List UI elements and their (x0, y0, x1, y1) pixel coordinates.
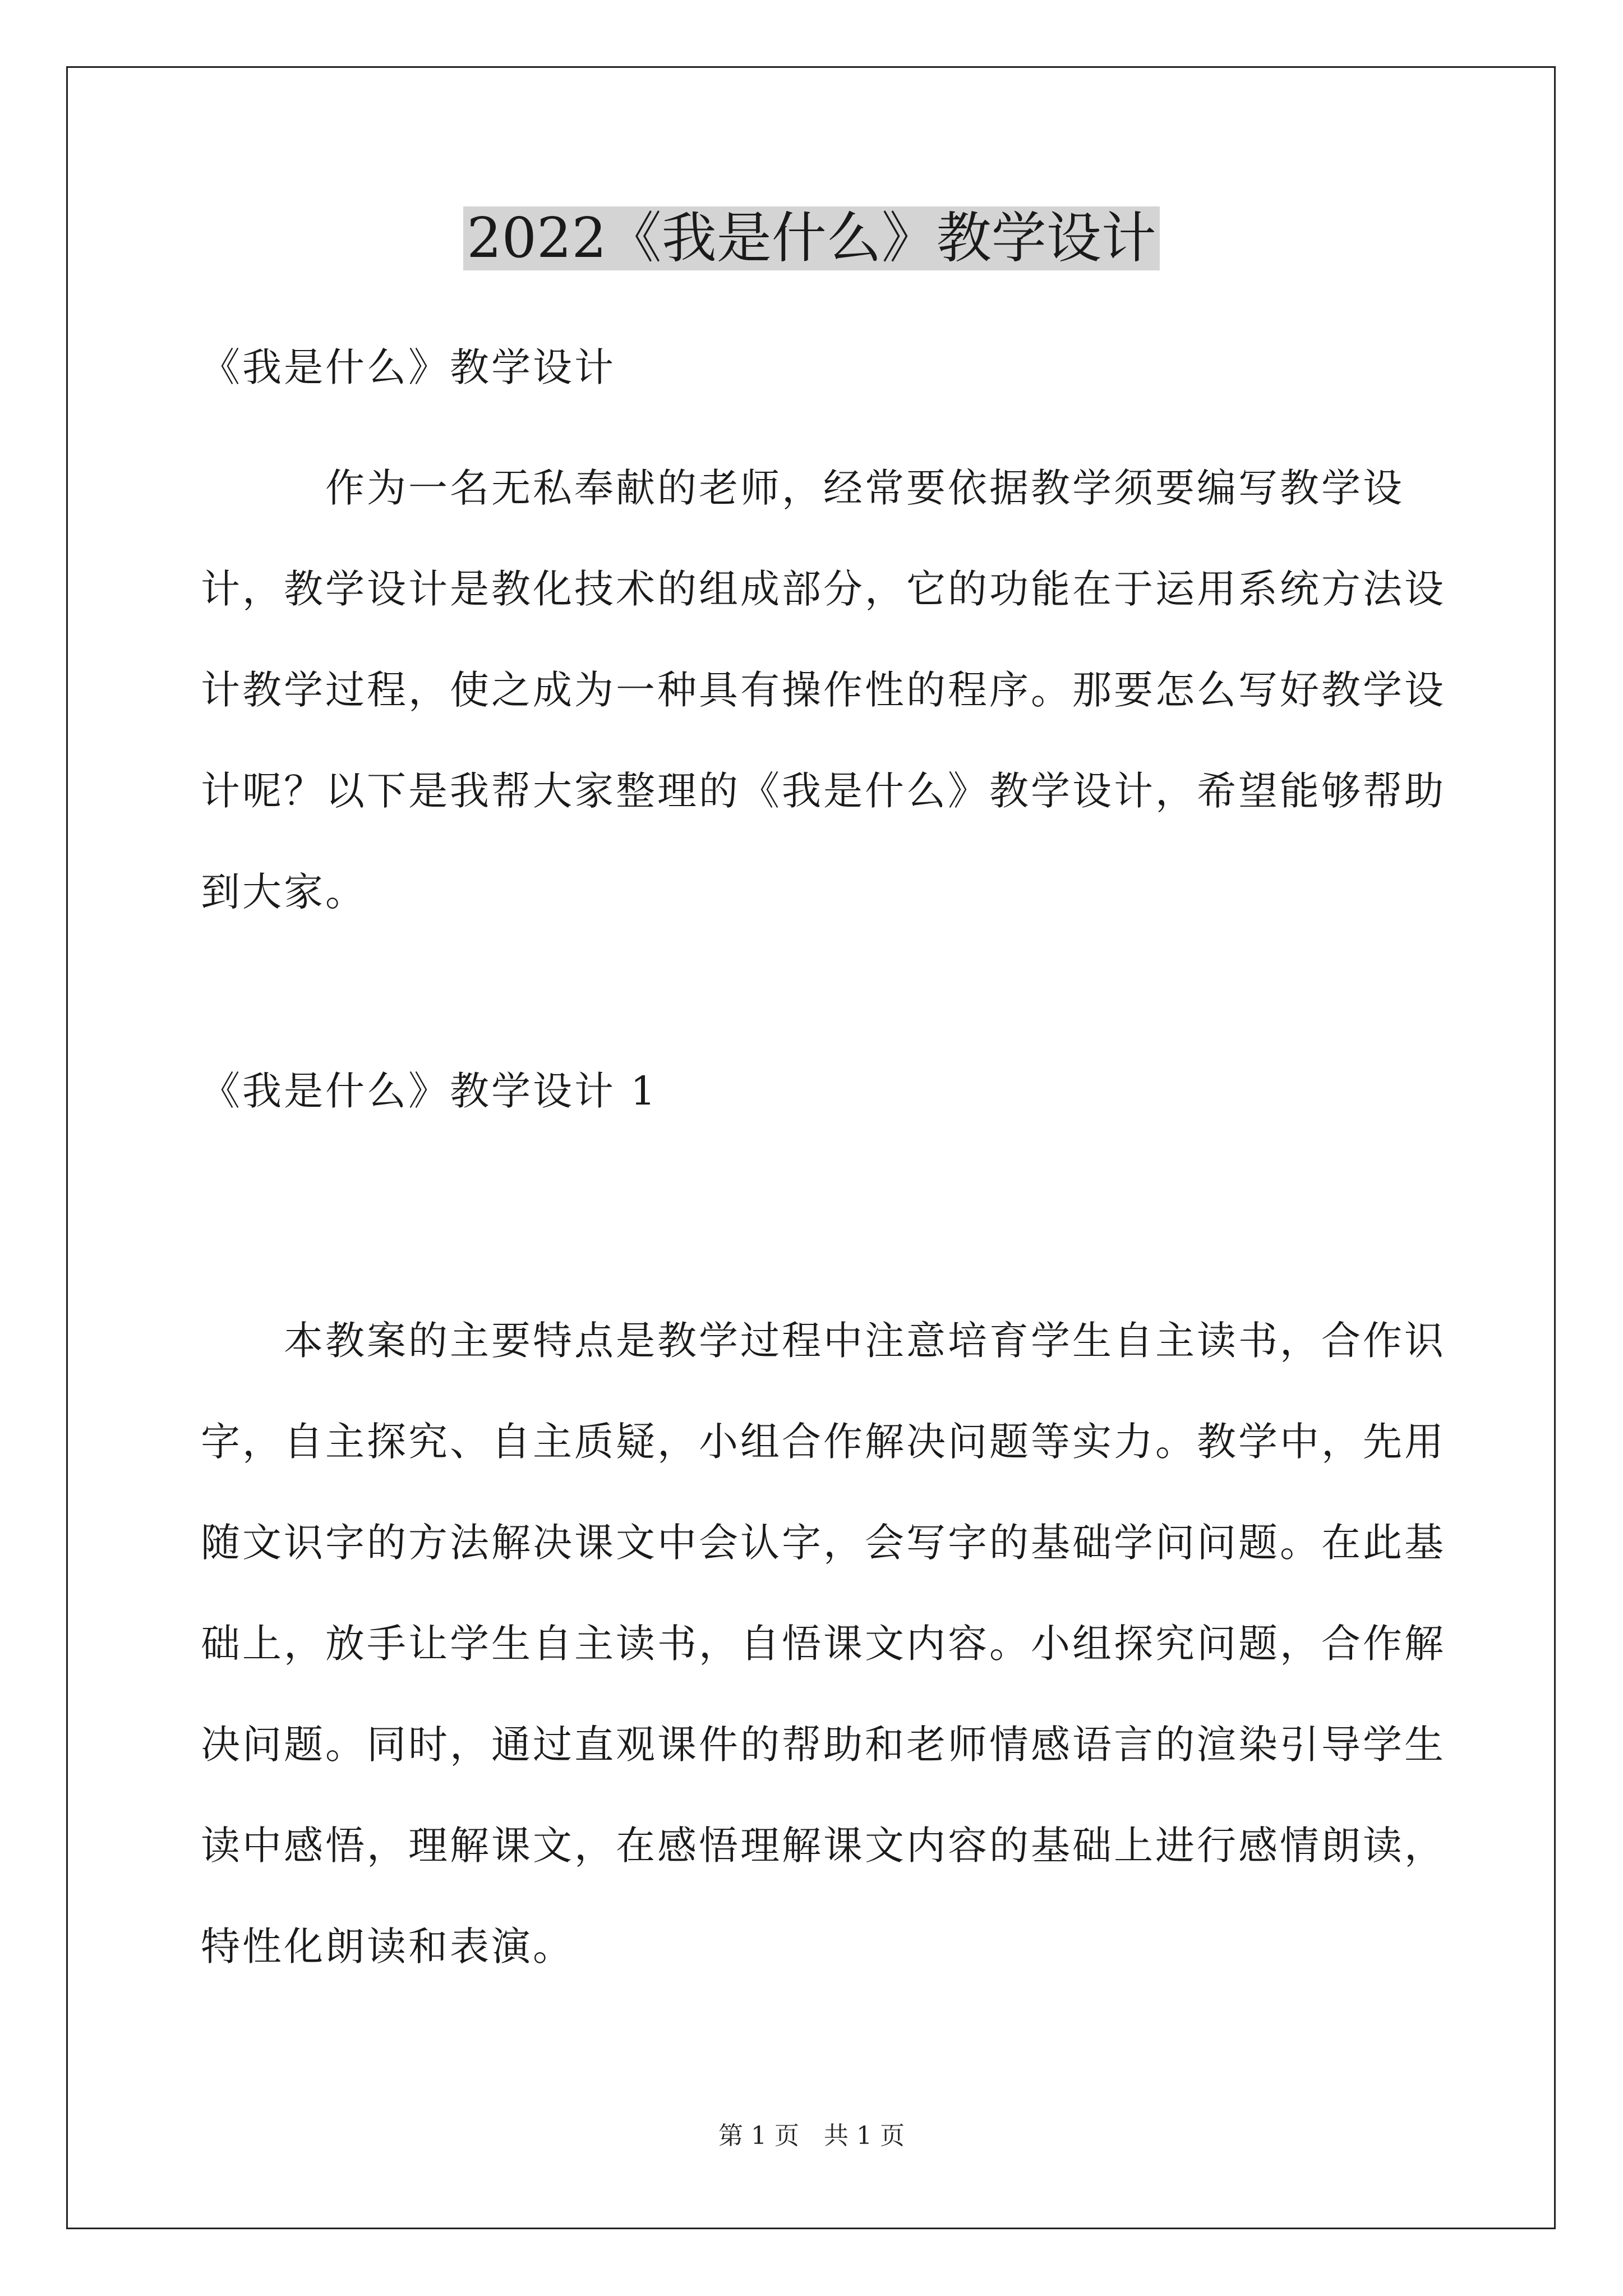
paragraph-line: 计呢？以下是我帮大家整理的《我是什么》教学设计，希望能够帮助 (201, 768, 1446, 814)
subtitle: 《我是什么》教学设计 (201, 344, 616, 390)
paragraph-line: 作为一名无私奉献的老师，经常要依据教学须要编写教学设 (201, 465, 1404, 511)
paragraph-line: 计教学过程，使之成为一种具有操作性的程序。那要怎么写好教学设 (201, 667, 1446, 713)
paragraph-line: 读中感悟，理解课文，在感悟理解课文内容的基础上进行感情朗读， (201, 1823, 1446, 1869)
paragraph-line: 随文识字的方法解决课文中会认字，会写字的基础学问问题。在此基 (201, 1520, 1446, 1566)
page-footer: 第 1 页 共 1 页 (718, 2122, 905, 2150)
document-title (0, 199, 1623, 278)
document-title-text: 2022《我是什么》教学设计 (463, 206, 1159, 270)
paragraph-line: 决问题。同时，通过直观课件的帮助和老师情感语言的渲染引导学生 (201, 1722, 1446, 1768)
paragraph-line: 本教案的主要特点是教学过程中注意培育学生自主读书，合作识 (201, 1318, 1446, 1364)
section-heading: 《我是什么》教学设计 1 (201, 1068, 658, 1114)
paragraph-line: 计，教学设计是教化技术的组成部分，它的功能在于运用系统方法设 (201, 566, 1446, 612)
paragraph-line: 字，自主探究、自主质疑，小组合作解决问题等实力。教学中，先用 (201, 1419, 1446, 1465)
paragraph-line: 特性化朗读和表演。 (201, 1924, 574, 1970)
paragraph-line: 到大家。 (201, 869, 367, 915)
paragraph-line: 础上，放手让学生自主读书，自悟课文内容。小组探究问题，合作解 (201, 1621, 1446, 1667)
